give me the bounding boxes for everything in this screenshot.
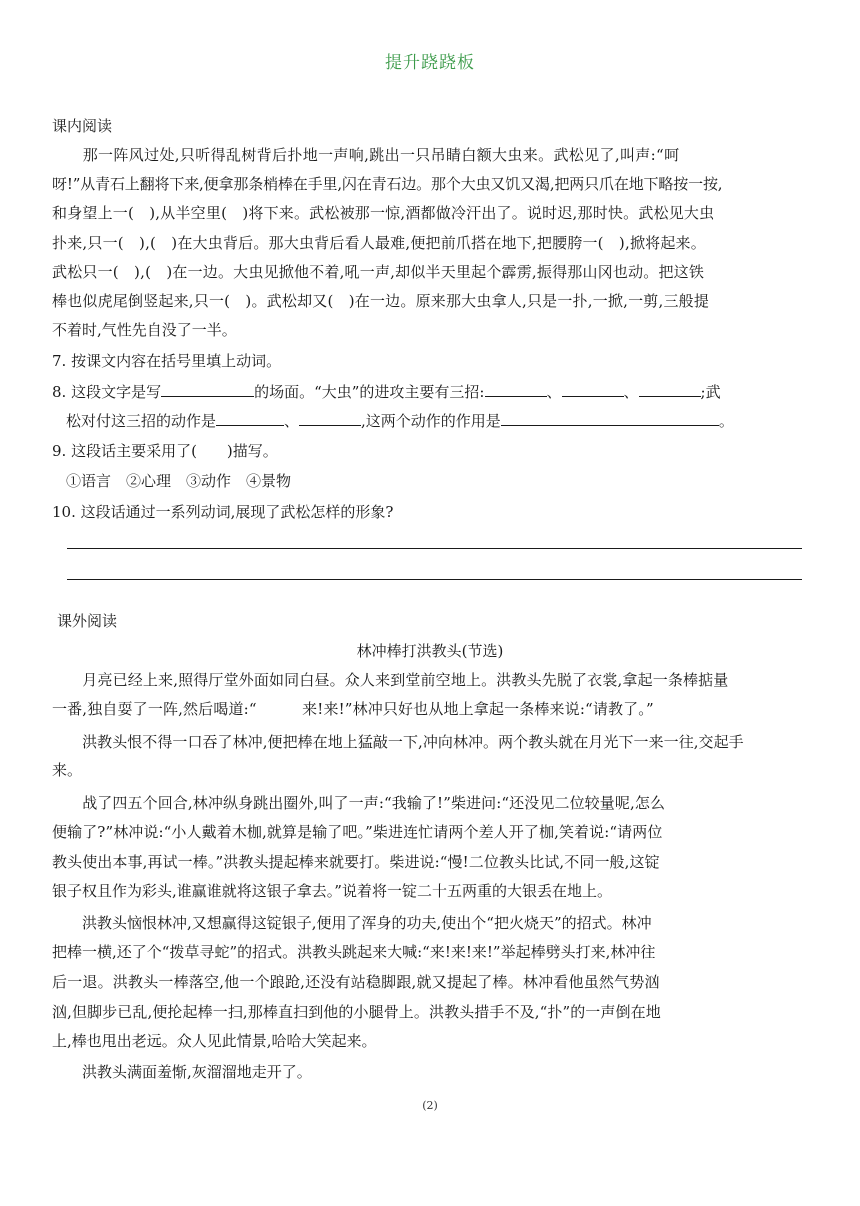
answer-blank[interactable] <box>562 382 624 397</box>
answer-blank[interactable] <box>485 382 547 397</box>
answer-blank[interactable] <box>639 382 701 397</box>
separator: 、 <box>623 383 639 401</box>
outclass-line: 后一退。洪教头一棒落空,他一个踉跄,还没有站稳脚跟,就又提起了棒。林冲看他虽然气势汹 <box>52 973 660 991</box>
outclass-line: 来。 <box>52 761 83 779</box>
question-9: 9. 这段话主要采用了( )描写。 <box>52 442 278 460</box>
inclass-line: 不着时,气性先自没了一半。 <box>52 321 237 339</box>
passage-title: 林冲棒打洪教头(节选) <box>356 642 504 660</box>
answer-blank[interactable] <box>216 411 284 426</box>
outclass-section-label: 课外阅读 <box>57 612 118 630</box>
inclass-line: 武松只一( ),( )在一边。大虫见掀他不着,吼一声,却似半天里起个霹雳,振得那山冈也动。把这铁 <box>52 263 705 281</box>
outclass-line: 教头使出本事,再试一棒。”洪教头提起棒来就要打。柴进说:“慢!二位教头比试,不同一般,这锭 <box>52 853 660 871</box>
separator: 、 <box>284 412 300 430</box>
question-8-text: 8. 这段文字是写 <box>52 383 162 401</box>
question-7: 7. 按课文内容在括号里填上动词。 <box>52 352 282 370</box>
outclass-line: 洪教头恼恨林冲,又想赢得这锭银子,便用了浑身的功夫,使出个“把火烧天”的招式。林冲 <box>52 914 652 932</box>
outclass-line: 汹,但脚步已乱,便抡起棒一扫,那棒直扫到他的小腿骨上。洪教头措手不及,“扑”的一声倒在地 <box>52 1003 661 1021</box>
outclass-line: 一番,独自耍了一阵,然后喝道:“ 来!来!”林冲只好也从地上拿起一条棒来说:“请教了。” <box>52 700 654 718</box>
inclass-section-label: 课内阅读 <box>52 117 113 135</box>
outclass-line: 战了四五个回合,林冲纵身跳出圈外,叫了一声:“我输了!”柴进问:“还没见二位较量呢,怎么 <box>52 794 666 812</box>
outclass-line: 把棒一横,还了个“拨草寻蛇”的招式。洪教头跳起来大喊:“来!来!来!”举起棒劈头打来,林冲往 <box>52 943 656 961</box>
page-number: (2) <box>422 1099 438 1112</box>
answer-line[interactable] <box>67 579 802 580</box>
inclass-line: 那一阵风过处,只听得乱树背后扑地一声响,跳出一只吊睛白额大虫来。武松见了,叫声:“呵 <box>52 146 680 164</box>
question-8-text: ,这两个动作的作用是 <box>361 412 501 430</box>
answer-line[interactable] <box>67 548 802 549</box>
question-8-text: ;武 <box>700 383 721 401</box>
question-8-text: 。 <box>718 412 734 430</box>
inclass-line: 呀!”从青石上翻将下来,便拿那条梢棒在手里,闪在青石边。那个大虫又饥又渴,把两只爪在地下略按一按, <box>52 175 723 193</box>
page-title: 提升跷跷板 <box>385 53 475 73</box>
answer-blank[interactable] <box>161 382 254 397</box>
outclass-line: 便输了?”林冲说:“小人戴着木枷,就算是输了吧。”柴进连忙请两个差人开了枷,笑着说:“请两位 <box>52 823 663 841</box>
separator: 、 <box>546 383 562 401</box>
question-9-options: ①语言 ②心理 ③动作 ④景物 <box>66 472 292 490</box>
question-8-line-1 <box>52 382 721 402</box>
outclass-line: 月亮已经上来,照得厅堂外面如同白昼。众人来到堂前空地上。洪教头先脱了衣裳,拿起一条棒掂量 <box>52 671 729 689</box>
outclass-line: 洪教头满面羞惭,灰溜溜地走开了。 <box>52 1063 312 1081</box>
inclass-line: 和身望上一( ),从半空里( )将下来。武松被那一惊,酒都做冷汗出了。说时迟,那时快。武松见大虫 <box>52 204 715 222</box>
inclass-line: 扑来,只一( ),( )在大虫背后。那大虫背后看人最难,便把前爪搭在地下,把腰胯一( ),掀将起来。 <box>52 234 706 252</box>
answer-blank[interactable] <box>299 411 361 426</box>
question-8-text: 松对付这三招的动作是 <box>66 412 217 430</box>
outclass-line: 银子权且作为彩头,谁赢谁就将这银子拿去。”说着将一锭二十五两重的大银丢在地上。 <box>52 882 612 900</box>
outclass-line: 洪教头恨不得一口吞了林冲,便把棒在地上猛敲一下,冲向林冲。两个教头就在月光下一来一往,交起手 <box>52 733 744 751</box>
question-8-text: 的场面。“大虫”的进攻主要有三招: <box>254 383 485 401</box>
inclass-line: 棒也似虎尾倒竖起来,只一( )。武松却又( )在一边。原来那大虫拿人,只是一扑,一掀,一剪,三般提 <box>52 292 710 310</box>
question-10: 10. 这段话通过一系列动词,展现了武松怎样的形象? <box>52 503 394 521</box>
answer-blank[interactable] <box>501 411 719 426</box>
question-8-line-2 <box>66 411 734 431</box>
outclass-line: 上,棒也甩出老远。众人见此情景,哈哈大笑起来。 <box>52 1032 377 1050</box>
